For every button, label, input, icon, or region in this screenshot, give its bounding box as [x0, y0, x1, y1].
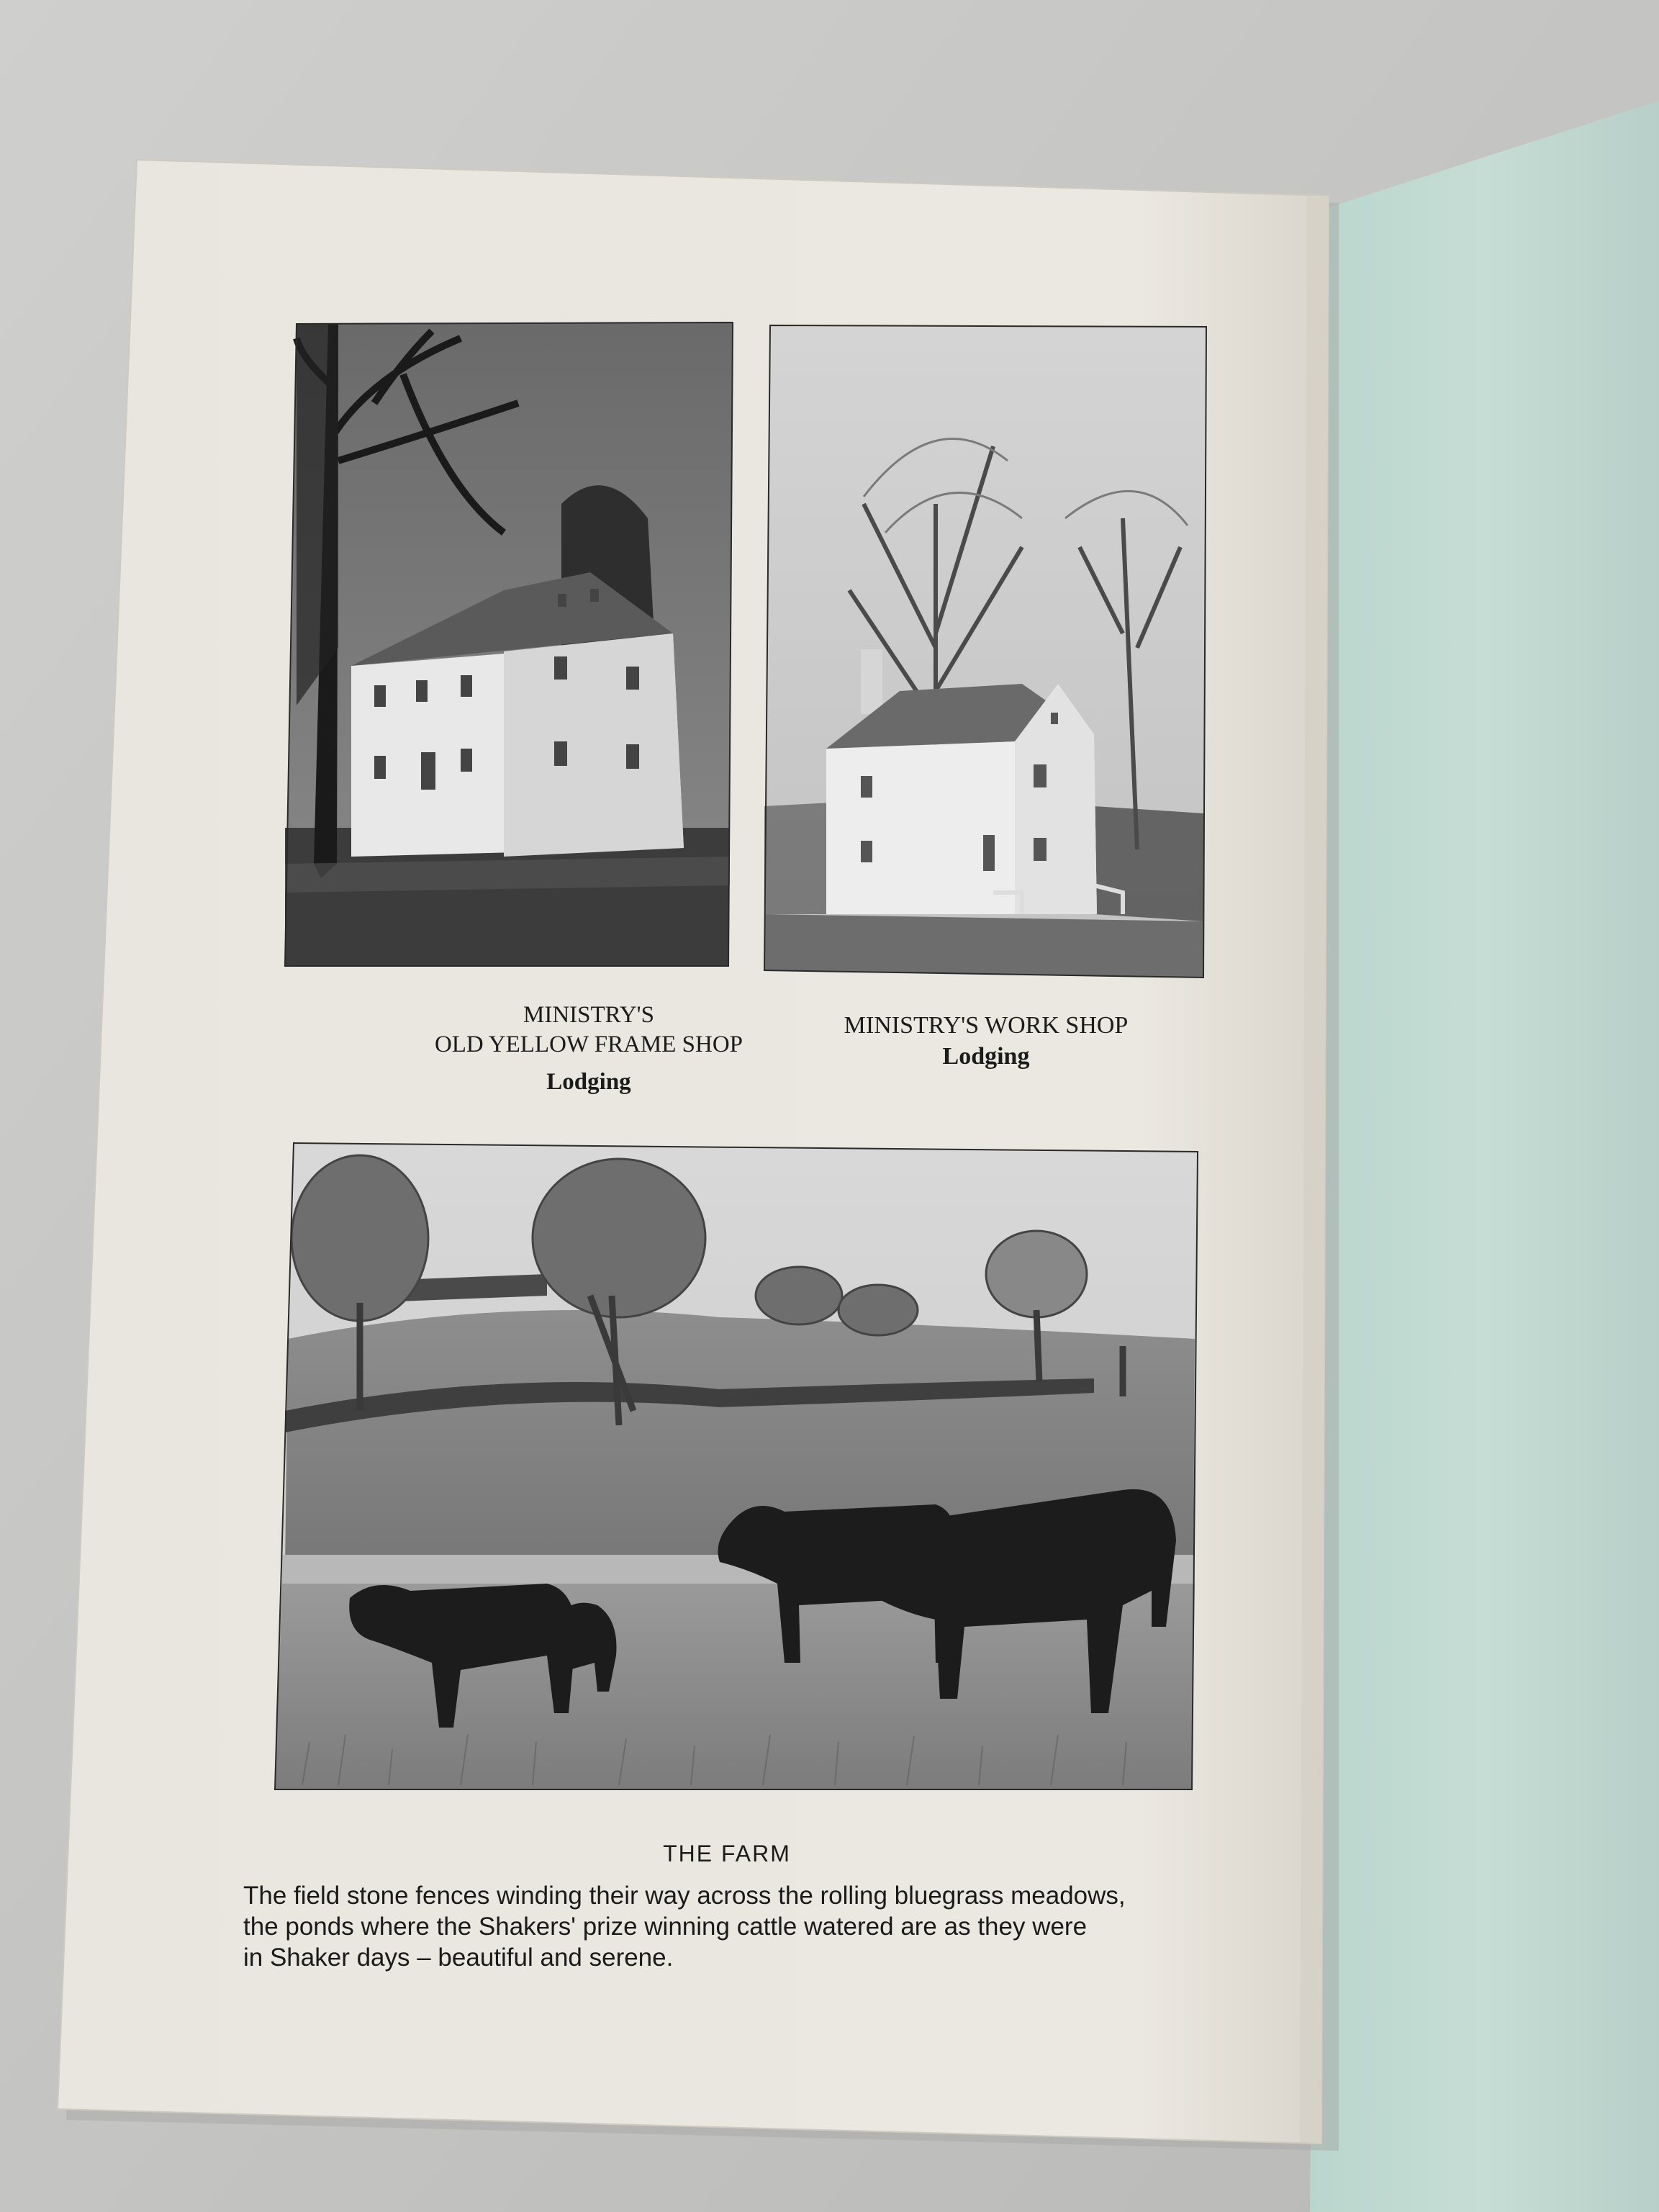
photo-ministrys-work-shop	[764, 325, 1206, 978]
caption-left-line-2: OLD YELLOW FRAME SHOP	[434, 1031, 743, 1058]
photo-old-yellow-frame-shop	[285, 322, 733, 966]
farm-text-line-3: in Shaker days – beautiful and serene.	[243, 1944, 674, 1972]
caption-right-line-1: MINISTRY'S WORK SHOP	[844, 1012, 1129, 1039]
caption-left-photo	[394, 1001, 783, 1097]
caption-right-photo	[813, 1011, 1159, 1072]
caption-left-line-1: MINISTRY'S	[523, 1002, 654, 1028]
farm-text-line-2: the ponds where the Shakers' prize winning cattle watered are as they were	[243, 1913, 1088, 1941]
photo-the-farm	[275, 1143, 1198, 1789]
book-cover	[1310, 101, 1659, 2212]
farm-title: THE FARM	[663, 1841, 791, 1866]
caption-right-subcaption: Lodging	[942, 1042, 1030, 1070]
caption-farm-title	[619, 1839, 835, 1868]
farm-description	[243, 1880, 1218, 1973]
farm-text-line-1: The field stone fences winding their way across the rolling bluegrass meadows,	[243, 1882, 1126, 1910]
caption-left-subcaption: Lodging	[546, 1068, 631, 1095]
